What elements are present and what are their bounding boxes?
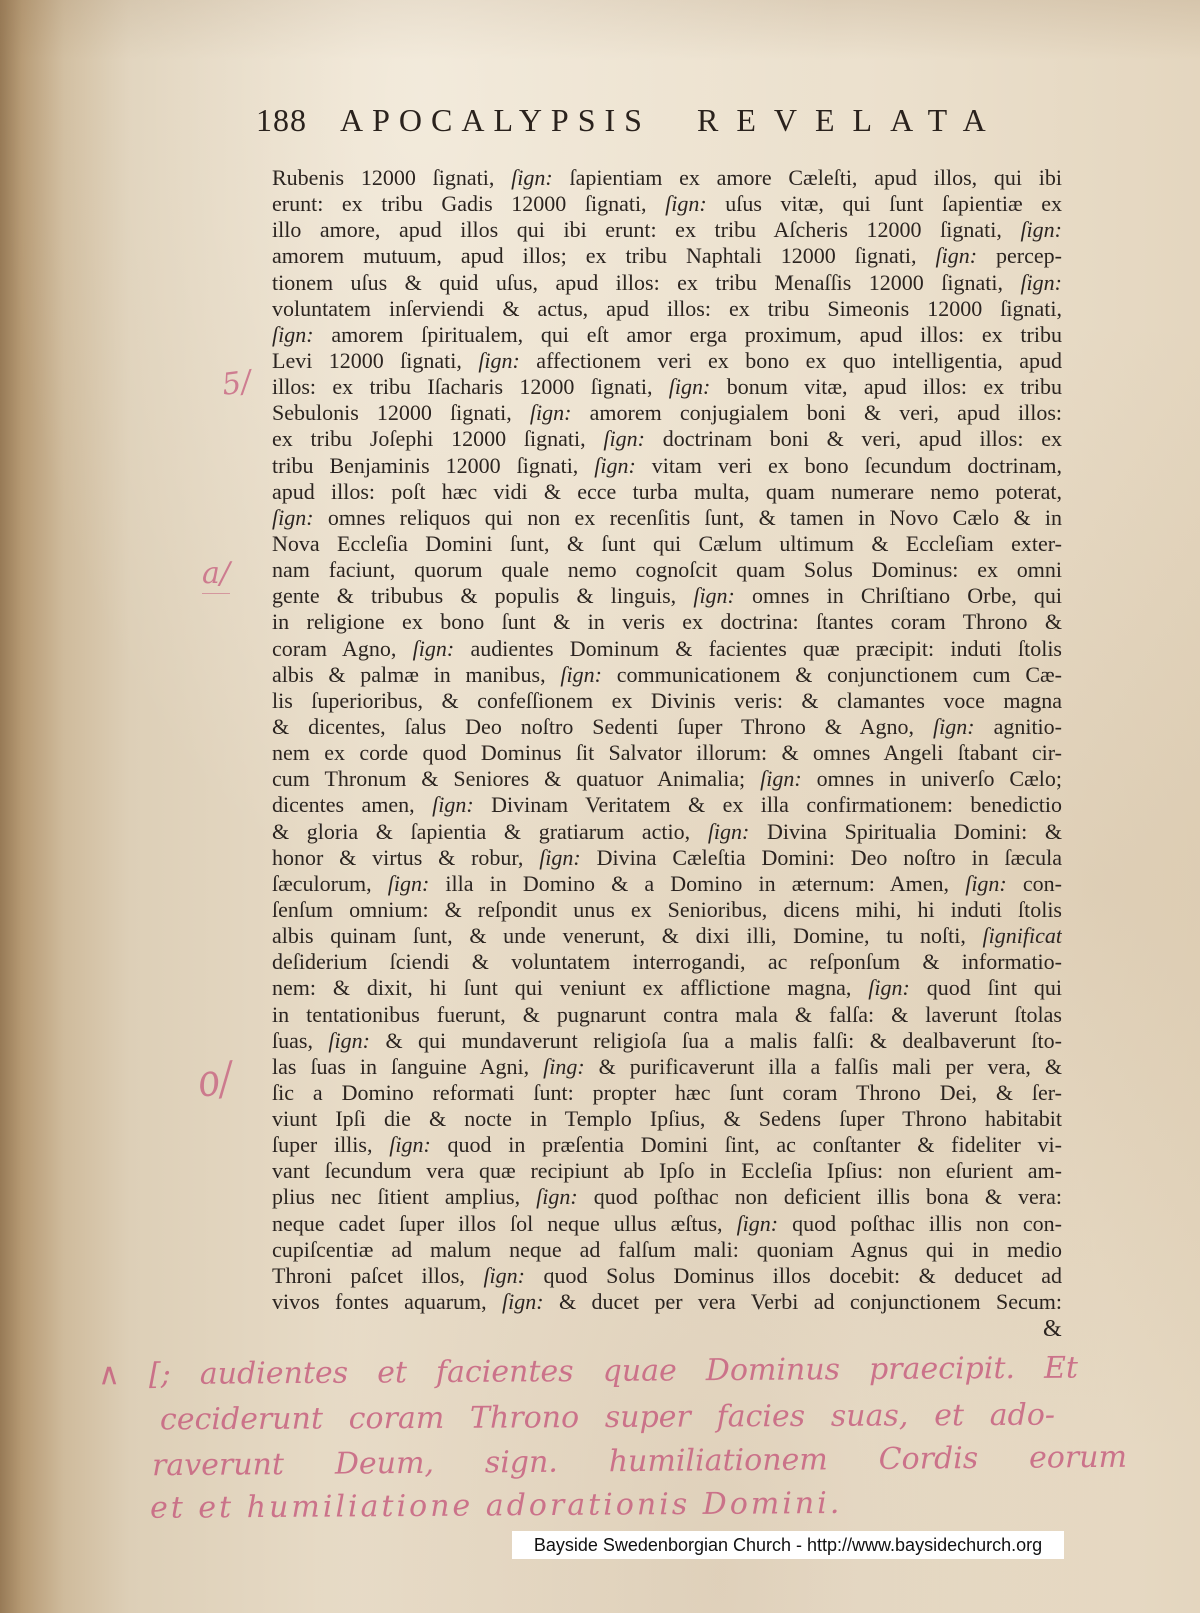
text-line [272,923,1062,949]
text-line [272,871,1062,897]
text-run: erunt: ex tribu Gadis 12000 ſignati, [272,191,666,217]
text-line [272,426,1062,452]
text-run: omnes in univerſo Cælo; [801,766,1062,792]
text-run: tribu Benjaminis 12000 ſignati, [272,452,595,478]
text-run: voluntatem inſerviendi & actus, apud illos: ex tribu Simeonis 12000 ſignati, [272,295,1062,321]
text-line [272,688,1062,714]
italic-term: ſign: [387,870,430,896]
italic-term: ſign: [736,1210,779,1236]
text-line [272,609,1062,635]
text-run: illa in Domino & a Domino in æternum: Amen, [429,870,966,896]
text-line [272,1289,1062,1315]
text-run: agnitio- [974,713,1062,739]
margin-mark: a/ [202,556,230,594]
text-line [272,1237,1062,1263]
text-line [272,165,1062,191]
text-run: communicationem & conjunctionem cum Cæ- [601,661,1062,687]
text-run: affectionem veri ex bono ex quo intelligentia, apud [519,347,1062,373]
text-run: nem: & dixit, hi ſunt qui veniunt ex afflictione magna, [272,975,869,1001]
italic-term: ſign: [272,321,314,347]
text-run: las ſuas in ſanguine Agni, [272,1053,544,1079]
italic-term: ſign: [539,844,581,870]
text-run: illo amore, apud illos qui ibi erunt: ex tribu Aſcheris 12000 ſignati, [272,217,1021,243]
text-run: ſapientiam ex amore Cæleſti, apud illos, qui ibi [552,165,1062,190]
annotation-line: ceciderunt coram Throno super facies suas, et ado- [159,1397,1056,1438]
text-line [272,453,1062,479]
text-run: quod in præſentia Domini ſint, ac conſtanter & fideliter vi- [430,1132,1062,1158]
italic-term: ſign: [389,1132,431,1158]
italic-term: ſign: [478,347,520,373]
text-run: quod Solus Dominus illos docebit: & deducet ad [525,1262,1062,1288]
italic-term: ſign: [965,870,1007,896]
text-run: ſæculorum, [272,870,388,896]
page-number: 188 [256,102,307,138]
text-run: amorem mutuum, apud illos; ex tribu Naphtali 12000 ſignati, [272,243,936,269]
italic-term: ſign: [511,165,553,190]
text-line [272,557,1062,583]
text-run: in tentationibus fuerunt, & pugnarunt contra mala & falſa: & laverunt ſtolas [272,1001,1062,1027]
text-run: nam faciunt, quorum quale nemo cognoſcit quam Solus Dominus: ex omni [272,557,1062,583]
text-run: & purificaverunt illa a falſis mali per vera, & [584,1053,1062,1079]
body-text [272,165,1062,1315]
text-run: albis & palmæ in manibus, [272,661,561,687]
text-line [272,243,1062,269]
text-run: cupiſcentiæ ad malum neque ad falſum mali: quoniam Agnus qui in medio [272,1236,1062,1262]
text-line [272,1028,1062,1054]
italic-term: ſign: [529,400,572,426]
text-run: Rubenis 12000 ſignati, [272,165,512,190]
running-title-word: REVELATA [697,102,1004,138]
text-line [272,1080,1062,1106]
text-run: amorem conjugialem boni & veri, apud illos: [571,400,1062,426]
italic-term: ſign: [693,583,735,609]
text-run: con- [1006,870,1062,896]
text-run: ſuas, [272,1027,329,1053]
margin-mark: 5/ [219,364,254,403]
text-run: ſic a Domino reformati ſunt: propter hæc ſunt coram Throno Dei, & ſer- [272,1079,1062,1105]
text-line [272,270,1062,296]
text-run: quod poſthac illis non con- [778,1210,1062,1236]
italic-term: ſign: [868,975,910,1001]
text-line [272,949,1062,975]
text-run: gente & tribubus & populis & linguis, [272,583,694,609]
text-run: percep- [977,243,1062,269]
text-run: viunt Ipſi die & nocte in Templo Ipſius, & Sedens ſuper Throno habitabit [272,1106,1062,1132]
text-run: albis quinam ſunt, & unde venerunt, & dixi illi, Domine, tu noſti, [272,923,983,949]
text-run: coram Agno, [272,635,413,661]
text-line [272,766,1062,792]
text-run: doctrinam boni & veri, apud illos: ex [644,426,1062,452]
text-run: lis ſuperioribus, & confeſſionem ex Divinis veris: & clamantes voce magna [272,687,1062,713]
text-run: Divina Cæleſtia Domini: Deo noſtro in ſæcula [580,844,1062,870]
italic-term: ſign: [272,504,314,530]
text-line [272,1106,1062,1132]
text-run: quod ſint qui [909,975,1062,1001]
italic-term: ſign: [432,792,474,818]
text-run: ſenſum omnium: & reſpondit unus ex Senioribus, dicens mihi, hi induti ſtolis [272,896,1062,922]
italic-term: ſing: [543,1053,585,1079]
italic-term: ſign: [1020,269,1062,295]
text-run: Throni paſcet illos, [272,1262,484,1288]
italic-term: ſign: [668,374,711,400]
text-line [272,479,1062,505]
text-run: omnes in Chriſtiano Orbe, qui [734,583,1062,609]
italic-term: ſign: [935,243,978,269]
text-line [272,1054,1062,1080]
text-run: & ducet per vera Verbi ad conjunctionem Secum: [543,1289,1062,1315]
annotation-line: ∧ [; audientes et facientes quae Dominus praecipit. Et [97,1350,1079,1393]
text-run: vivos fontes aquarum, [272,1289,503,1315]
text-run: apud illos: poſt hæc vidi & ecce turba multa, quam numerare nemo poterat, [272,478,1062,504]
text-run: Nova Eccleſia Domini ſunt, & ſunt qui Cælum ultimum & Eccleſiam exter- [272,530,1062,556]
italic-term: ſign: [536,1184,578,1210]
text-run: tionem uſus & quid uſus, apud illos: ex tribu Menaſſis 12000 ſignati, [272,269,1021,295]
catchword: & [1043,1316,1062,1342]
text-line [272,322,1062,348]
italic-term: ſign: [603,426,645,452]
text-run: ſuper illis, [272,1132,390,1158]
italic-term: ſign: [560,661,602,687]
text-run: omnes reliquos qui non ex recenſitis ſunt, & tamen in Novo Cælo & in [313,504,1062,530]
italic-term: ſign: [665,191,707,217]
text-line [272,531,1062,557]
text-run: neque cadet ſuper illos ſol neque ullus æſtus, [272,1210,737,1236]
italic-term: ſign: [760,766,802,792]
text-line [272,1002,1062,1028]
text-line [272,636,1062,662]
text-run: & qui mundaverunt religioſa ſua a malis falſi: & dealbaverunt ſto- [369,1027,1062,1053]
text-line [272,1211,1062,1237]
italic-term: ſign: [594,452,636,478]
text-run: & dicentes, ſalus Deo noſtro Sedenti ſuper Throno & Agno, [272,713,934,739]
text-line [272,217,1062,243]
text-run: ex tribu Joſephi 12000 ſignati, [272,426,604,452]
text-run: nem ex corde quod Dominus ſit Salvator illorum: & omnes Angeli ſtabant cir- [272,740,1062,766]
text-run: vitam veri ex bono ſecundum doctrinam, [635,452,1062,478]
text-run: audientes Dominum & facientes quæ præcipit: induti ſtolis [454,635,1062,661]
text-run: Sebulonis 12000 ſignati, [272,400,530,426]
text-run: Levi 12000 ſignati, [272,347,479,373]
text-run: amorem ſpiritualem, qui eſt amor erga proximum, apud illos: ex tribu [313,321,1062,347]
text-run: dicentes amen, [272,792,433,818]
text-run: quod poſthac non deficient illis bona & vera: [577,1184,1062,1210]
text-run: in religione ex bono ſunt & in veris ex doctrina: ſtantes coram Throno & [272,609,1062,635]
watermark-footer: Bayside Swedenborgian Church - http://www.baysidechurch.org [512,1531,1064,1559]
text-run: uſus vitæ, qui ſunt ſapientiæ ex [706,191,1062,217]
text-line [272,348,1062,374]
text-run: honor & virtus & robur, [272,844,540,870]
text-run: Divina Spiritualia Domini: & [749,818,1062,844]
text-line [272,505,1062,531]
text-line [272,400,1062,426]
text-run: plius nec ſitient amplius, [272,1184,537,1210]
text-line [272,1184,1062,1210]
text-line [272,845,1062,871]
running-title-word: APOCALYPSIS [340,102,651,138]
italic-term: ſign: [328,1027,370,1053]
italic-term: ſign: [933,713,975,739]
annotation-line: et et humiliatione adorationis Domini. [149,1485,843,1526]
italic-term: ſign: [707,818,750,844]
margin-mark: o/ [195,1053,235,1108]
text-line [272,1263,1062,1289]
text-line [272,662,1062,688]
text-run: illos: ex tribu Iſacharis 12000 ſignati, [272,374,669,400]
text-run: deſiderium ſciendi & voluntatem interrogandi, ac reſponſum & informatio- [272,949,1062,975]
text-line [272,714,1062,740]
text-run: Divinam Veritatem & ex illa confirmationem: benedictio [473,792,1062,818]
text-line [272,374,1062,400]
annotation-line: raverunt Deum, sign. humiliationem Cordis eorum [151,1439,1128,1484]
text-run: vant ſecundum vera quæ recipiunt ab Ipſo in Eccleſia Ipſius: non eſurient am- [272,1158,1062,1184]
italic-term: ſign: [502,1289,544,1315]
italic-term: ſignificat [982,923,1062,949]
text-line [272,1132,1062,1158]
italic-term: ſign: [1020,217,1062,243]
text-run: cum Thronum & Seniores & quatuor Animalia; [272,766,761,792]
text-run: bonum vitæ, apud illos: ex tribu [710,374,1062,400]
text-run: & gloria & ſapientia & gratiarum actio, [272,818,708,844]
italic-term: ſign: [412,635,455,661]
text-line [272,975,1062,1001]
text-line [272,191,1062,217]
text-line [272,819,1062,845]
text-line [272,740,1062,766]
text-line [272,897,1062,923]
text-line [272,583,1062,609]
text-line [272,1158,1062,1184]
text-line [272,296,1062,322]
italic-term: ſign: [483,1262,525,1288]
text-line [272,792,1062,818]
